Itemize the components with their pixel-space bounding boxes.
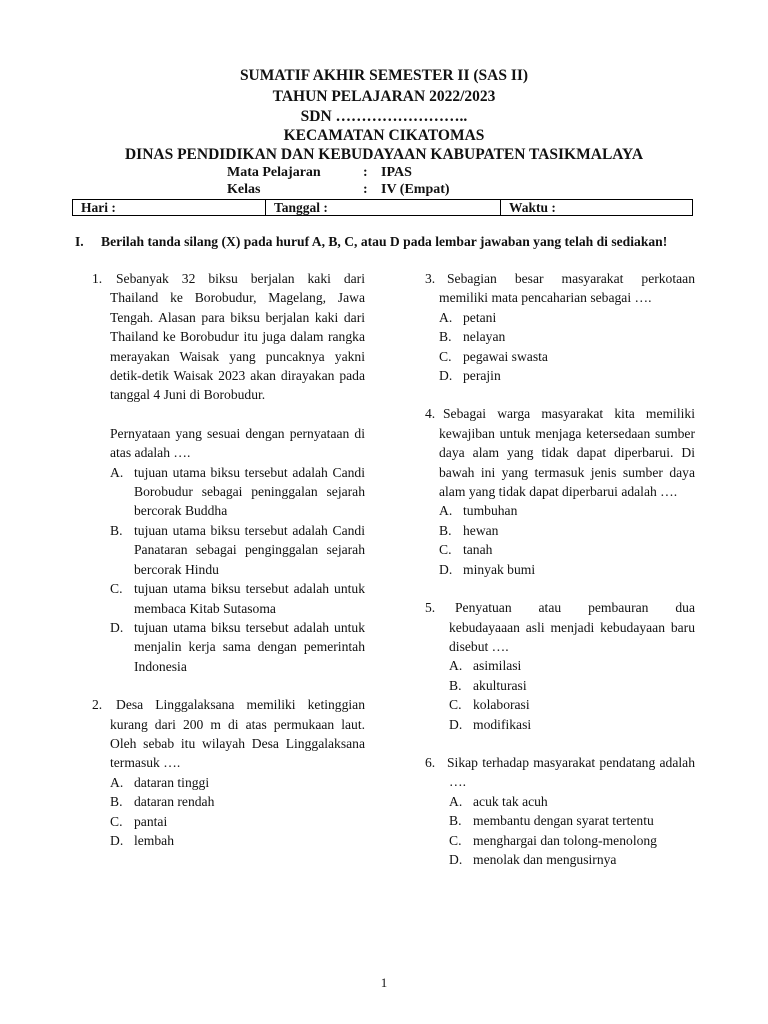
- option-c: C. kolaborasi: [449, 697, 530, 713]
- school-name: SDN ……………………..: [300, 108, 468, 125]
- option-d: D. minyak bumi: [439, 561, 536, 577]
- option-b: B. tujuan utama biksu tersebut adalah Candi Panataran sebagai penginggalan sejarah bercorak Hindu: [110, 522, 365, 577]
- question-2: [92, 695, 365, 850]
- option-a: A. petani: [439, 309, 497, 325]
- option-c: C. tanah: [439, 542, 493, 558]
- option-a: A. acuk tak acuh: [449, 793, 548, 809]
- option-d: D. menolak dan mengusirnya: [449, 851, 617, 867]
- question-number: 6.: [425, 754, 436, 770]
- option-c: C. tujuan utama biksu tersebut adalah untuk membaca Kitab Sutasoma: [110, 581, 365, 616]
- question-stem: [425, 598, 695, 656]
- option-a: A. tumbuhan: [439, 503, 518, 519]
- question-6: [425, 753, 695, 869]
- option-a: A. tujuan utama biksu tersebut adalah Candi Borobudur sebagai peninggalan sejarah bercorak Buddha: [110, 464, 365, 519]
- left-column: [92, 269, 365, 850]
- exam-title: SUMATIF AKHIR SEMESTER II (SAS II): [239, 67, 529, 84]
- class-value: IV (Empat): [381, 182, 450, 197]
- question-text: Sebanyak 32 biksu berjalan kaki dari Thailand ke Borobudur, Magelang, Jawa Tengah. Alasan para biksu berjalan kaki dari Thailand ke Borobudur itu juga dalam rangka merayakan Waisak yang puncaknya yakni detik-detik Waisak 2023 akan dirayakan pada tanggal 4 Juni di Borobudur.: [110, 271, 365, 403]
- option-a: A. asimilasi: [449, 658, 522, 674]
- section-number: I.: [75, 234, 84, 249]
- option-b: B. hewan: [439, 522, 499, 538]
- subject-value: IPAS: [381, 165, 412, 180]
- district-name: KECAMATAN CIKATOMAS: [283, 127, 485, 144]
- agency-name: DINAS PENDIDIKAN DAN KEBUDAYAAN KABUPATEN TASIKMALAYA: [124, 146, 644, 163]
- option-b: B. akulturasi: [449, 677, 527, 693]
- school-year: TAHUN PELAJARAN 2022/2023: [272, 88, 496, 105]
- question-1: [92, 269, 365, 676]
- class-colon: :: [363, 182, 368, 197]
- date-cell: Tanggal :: [266, 200, 501, 215]
- option-c: C. menghargai dan tolong-menolong: [449, 832, 657, 848]
- question-number: 1.: [92, 271, 103, 286]
- info-table: [72, 199, 693, 216]
- option-c: C. pegawai swasta: [439, 348, 548, 364]
- option-c: C. pantai: [110, 813, 168, 829]
- question-5: [425, 598, 695, 734]
- question-number: 4.: [425, 406, 436, 422]
- subject-colon: :: [363, 165, 368, 180]
- question-text: Sikap terhadap masyarakat pendatang adalah ….: [447, 754, 695, 790]
- question-3: [425, 269, 695, 385]
- class-label: Kelas: [227, 182, 261, 197]
- right-column: [425, 269, 695, 869]
- option-d: D. modifikasi: [449, 716, 532, 732]
- option-d: D. perajin: [439, 368, 501, 384]
- question-4: [425, 404, 695, 579]
- question-text: Penyatuan atau pembauran dua kebudayaaan asli menjadi kebudayaan baru disebut ….: [449, 600, 695, 654]
- question-stem: [425, 269, 695, 308]
- question-stem: [92, 269, 365, 405]
- option-a: A. dataran tinggi: [110, 774, 210, 790]
- option-b: B. dataran rendah: [110, 794, 215, 810]
- day-cell: Hari :: [73, 200, 266, 215]
- question-text: Sebagai warga masyarakat kita memiliki kewajiban untuk menjaga ketersedaan sumber daya alam yang tidak dapat diperbarui. Di bawah ini yang termasuk jenis sumber daya alam yang tidak dapat diperbarui adalah ….: [439, 406, 695, 500]
- option-b: B. membantu dengan syarat tertentu: [449, 813, 654, 829]
- question-number: 2.: [92, 697, 103, 713]
- question-stem: [425, 753, 695, 792]
- option-d: D. lembah: [110, 832, 175, 848]
- option-b: B. nelayan: [439, 329, 506, 345]
- question-text: Desa Linggalaksana memiliki ketinggian kurang dari 200 m di atas permukaan laut. Oleh sebab itu wilayah Desa Linggalaksana termasuk ….: [110, 697, 365, 771]
- question-stem: [425, 404, 695, 501]
- page-number: 1: [380, 975, 388, 990]
- question-number: 3.: [425, 271, 436, 286]
- question-stem: [92, 695, 365, 773]
- question-prompt: Pernyataan yang sesuai dengan pernyataan di atas adalah ….: [110, 425, 365, 461]
- instruction: [75, 234, 705, 250]
- time-cell: Waktu :: [509, 200, 556, 215]
- question-number: 5.: [425, 600, 436, 616]
- option-d: D. tujuan utama biksu tersebut adalah untuk menjalin kerja sama dengan pemerintah Indonesia: [110, 619, 365, 674]
- subject-label: Mata Pelajaran: [227, 165, 321, 180]
- instruction-text: Berilah tanda silang (X) pada huruf A, B, C, atau D pada lembar jawaban yang telah di sediakan!: [101, 234, 668, 249]
- question-text: Sebagian besar masyarakat perkotaan memiliki mata pencaharian sebagai ….: [439, 271, 695, 306]
